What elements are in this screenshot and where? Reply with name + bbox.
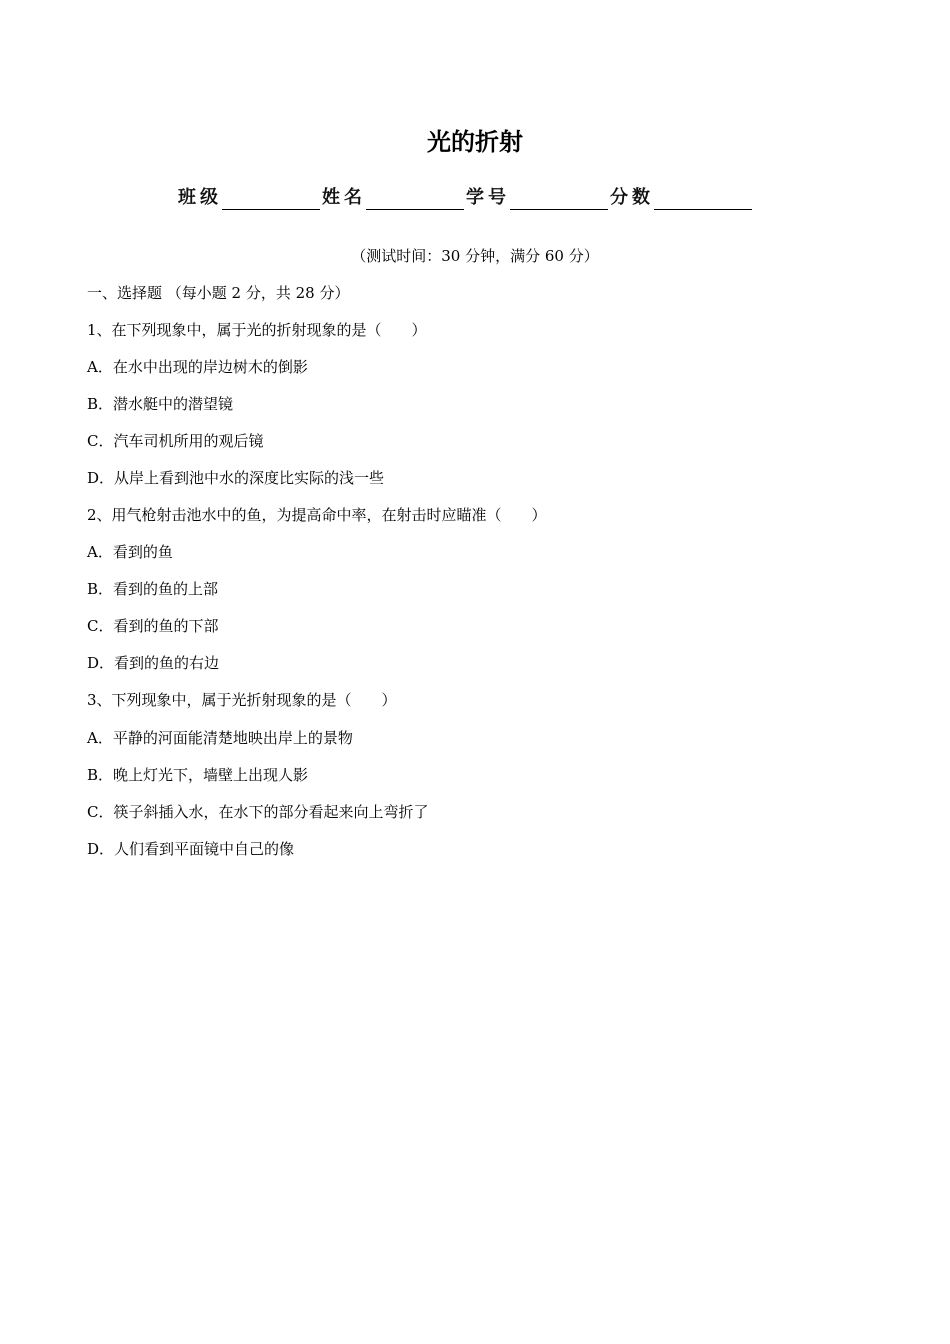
name-label: 姓名 (322, 187, 366, 208)
question-stem: 3、下列现象中，属于光折射现象的是（ ） (87, 691, 397, 709)
question-option: C．筷子斜插入水，在水下的部分看起来向上弯折了 (87, 803, 429, 821)
student-id-blank (510, 189, 608, 210)
section-heading: 一、选择题 （每小题 2 分，共 28 分） (87, 284, 350, 302)
question-option: C．看到的鱼的下部 (87, 617, 219, 635)
student-id-label: 学号 (466, 187, 510, 208)
name-blank (366, 189, 464, 210)
score-blank (654, 189, 752, 210)
score-label: 分数 (610, 187, 654, 208)
test-info: （测试时间：30 分钟，满分 60 分） (351, 247, 599, 265)
question-option: B．潜水艇中的潜望镜 (87, 395, 234, 413)
question-option: A．在水中出现的岸边树木的倒影 (87, 358, 308, 376)
question-option: C．汽车司机所用的观后镜 (87, 432, 264, 450)
question-stem: 2、用气枪射击池水中的鱼，为提高命中率，在射击时应瞄准（ ） (87, 506, 547, 524)
question-option: D．从岸上看到池中水的深度比实际的浅一些 (87, 469, 385, 487)
class-blank (222, 189, 320, 210)
question-option: A．平静的河面能清楚地映出岸上的景物 (87, 729, 353, 747)
student-info-row (178, 182, 754, 210)
question-option: B．看到的鱼的上部 (87, 580, 219, 598)
question-stem: 1、在下列现象中，属于光的折射现象的是（ ） (87, 321, 427, 339)
question-option: D．看到的鱼的右边 (87, 654, 220, 672)
page-title: 光的折射 (427, 128, 523, 156)
class-label: 班级 (178, 187, 222, 208)
question-option: D．人们看到平面镜中自己的像 (87, 840, 295, 858)
question-option: B．晚上灯光下，墙壁上出现人影 (87, 766, 309, 784)
question-option: A．看到的鱼 (87, 543, 173, 561)
